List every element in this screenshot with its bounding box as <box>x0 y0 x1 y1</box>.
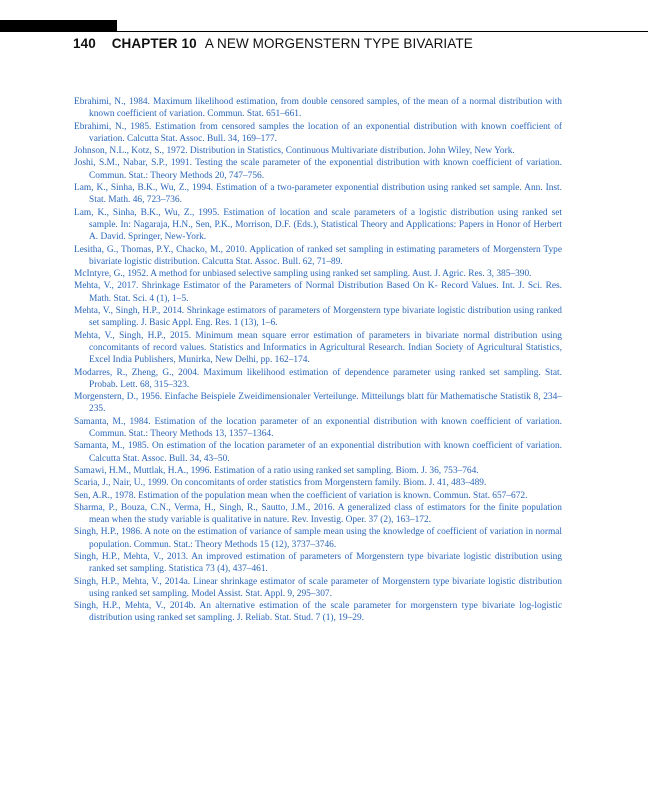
reference-entry: Lam, K., Sinha, B.K., Wu, Z., 1994. Estimation of a two-parameter exponential distribution using ranked set sample. Ann. Inst. Stat. Math. 46, 723–736. <box>74 183 562 206</box>
chapter-title: A NEW MORGENSTERN TYPE BIVARIATE <box>204 36 473 51</box>
reference-entry: Lesitha, G., Thomas, P.Y., Chacko, M., 2010. Application of ranked set sampling in estimating parameters of Morgenstern Type bivariate logistic distribution. Calcutta Stat. Assoc. Bull. 62, 71–89. <box>74 244 562 267</box>
chapter-label: CHAPTER 10 <box>111 36 197 51</box>
reference-entry: Joshi, S.M., Nabar, S.P., 1991. Testing the scale parameter of the exponential distribution with known coefficient of variation. Commun. Stat.: Theory Methods 20, 747–756. <box>74 158 562 181</box>
reference-entry: Sen, A.R., 1978. Estimation of the population mean when the coefficient of variation is known. Commun. Stat. 657–672. <box>74 490 528 501</box>
reference-entry: Sharma, P., Bouza, C.N., Verma, H., Singh, R., Sautto, J.M., 2016. A generalized class of estimators for the finite population mean when the study variable is qualitative in nature. Rev. Investig. Oper. 37 (2), 163–172. <box>74 502 562 526</box>
running-header <box>73 36 473 51</box>
reference-entry: Ebrahimi, N., 1984. Maximum likelihood estimation, from double censored samples, of the mean of a normal distribution with known coefficient of variation. Commun. Stat. 651–661. <box>74 97 562 120</box>
reference-entry: Modarres, R., Zheng, G., 2004. Maximum likelihood estimation of dependence parameter using ranked set sampling. Stat. Probab. Lett. 68, 315–323. <box>74 367 562 390</box>
header-bar <box>0 20 117 32</box>
header-rule <box>117 31 648 32</box>
reference-entry: Mehta, V., 2017. Shrinkage Estimator of the Parameters of Normal Distribution Based On K- Record Values. Int. J. Sci. Res. Math. Stat. Sci. 4 (1), 1–5. <box>74 281 562 304</box>
reference-entry: Samanta, M., 1984. Estimation of the location parameter of an exponential distribution with known coefficient of variation. Commun. Stat.: Theory Methods 13, 1357–1364. <box>74 416 562 440</box>
reference-entry: Ebrahimi, N., 1985. Estimation from censored samples the location of an exponential distribution with known coefficient of variation. Calcutta Stat. Assoc. Bull. 34, 169–177. <box>74 121 562 144</box>
reference-entry: Samanta, M., 1985. On estimation of the location parameter of an exponential distribution with known coefficient of variation. Calcutta Stat. Assoc. Bull. 34, 43–50. <box>74 441 562 464</box>
reference-entry: Samawi, H.M., Muttlak, H.A., 1996. Estimation of a ratio using ranked set sampling. Biom. J. 36, 753–764. <box>74 465 479 476</box>
reference-entry: Singh, H.P., Mehta, V., 2013. An improved estimation of parameters of Morgenstern type bivariate logistic distribution using ranked set sampling. Statistica 73 (4), 437–461. <box>74 551 562 575</box>
reference-entry: Johnson, N.L., Kotz, S., 1972. Distribution in Statistics, Continuous Multivariate distribution. John Wiley, New York. <box>74 146 515 157</box>
reference-entry: Mehta, V., Singh, H.P., 2015. Minimum mean square error estimation of parameters in bivariate normal distribution using concomitants of record values. Statistics and Informatics in Agricultural Research. Indian Society of Agricultural Statistics, Excel India Publishers, Munirka, New Delhi, pp. 162–174. <box>74 330 562 366</box>
reference-list <box>74 96 562 625</box>
reference-entry: Singh, H.P., Mehta, V., 2014a. Linear shrinkage estimator of scale parameter of Morgenstern type bivariate logistic distribution using ranked set sampling. Model Assist. Stat. Appl. 9, 295–307. <box>74 576 562 599</box>
reference-entry: Morgenstern, D., 1956. Einfache Beispiele Zweidimensionaler Verteilunge. Mitteilungs blatt für Mathematische Statistik 8, 234–235. <box>74 392 562 415</box>
reference-entry: McIntyre, G., 1952. A method for unbiased selective sampling using ranked set sampling. Aust. J. Agric. Res. 3, 385–390. <box>74 269 532 280</box>
reference-entry: Singh, H.P., 1986. A note on the estimation of variance of sample mean using the knowledge of coefficient of variation in normal population. Commun. Stat.: Theory Methods 15 (12), 3737–3746. <box>74 527 562 550</box>
reference-entry: Lam, K., Sinha, B.K., Wu, Z., 1995. Estimation of location and scale parameters of a logistic distribution using ranked set sample. In: Nagaraja, H.N., Sen, P.K., Morrison, D.F. (Eds.), Statistical Theory and Applications: Papers in Honor of Herbert A. David. Springer, New-York. <box>74 207 562 243</box>
reference-entry: Mehta, V., Singh, H.P., 2014. Shrinkage estimators of parameters of Morgenstern type bivariate logistic distribution using ranked set sampling. J. Basic Appl. Eng. Res. 1 (13), 1–6. <box>74 306 562 329</box>
reference-entry: Scaria, J., Nair, U., 1999. On concomitants of order statistics from Morgenstern family. Biom. J. 41, 483–489. <box>74 478 487 489</box>
page-number: 140 <box>73 36 96 51</box>
reference-entry: Singh, H.P., Mehta, V., 2014b. An alternative estimation of the scale parameter for morgenstern type bivariate log-logistic distribution using ranked set sampling. J. Reliab. Stat. Stud. 7 (1), 19–29. <box>74 601 562 624</box>
